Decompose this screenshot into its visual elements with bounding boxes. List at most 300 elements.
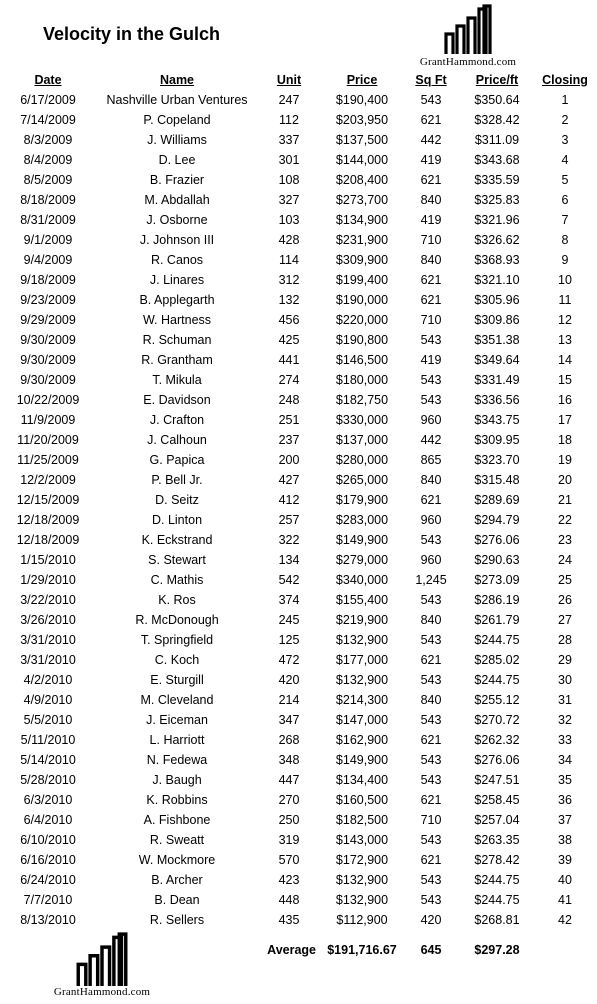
table-row bbox=[4, 410, 590, 430]
cell-sqft: 621 bbox=[420, 733, 442, 747]
cell-date: 7/14/2009 bbox=[20, 113, 76, 127]
cell-sqft: 710 bbox=[420, 233, 442, 247]
cell-sqft: 543 bbox=[420, 333, 442, 347]
table-row bbox=[4, 110, 590, 130]
cell-sqft: 710 bbox=[420, 813, 442, 827]
cell-unit: 247 bbox=[278, 93, 300, 107]
cell-date: 6/24/2010 bbox=[20, 873, 76, 887]
average-price: $191,716.67 bbox=[327, 943, 397, 957]
table-row bbox=[4, 170, 590, 190]
cell-date: 9/1/2009 bbox=[23, 233, 73, 247]
cell-price-per-ft: $285.02 bbox=[474, 653, 520, 667]
cell-date: 11/9/2009 bbox=[20, 413, 76, 427]
cell-price-per-ft: $268.81 bbox=[474, 913, 520, 927]
cell-unit: 214 bbox=[278, 693, 300, 707]
cell-closing: 3 bbox=[561, 133, 569, 147]
cell-name: M. Cleveland bbox=[140, 693, 214, 707]
cell-unit: 448 bbox=[278, 893, 300, 907]
cell-price-per-ft: $328.42 bbox=[474, 113, 520, 127]
cell-price-per-ft: $278.42 bbox=[474, 853, 520, 867]
cell-price: $190,400 bbox=[335, 93, 389, 107]
header-date: Date bbox=[34, 73, 62, 87]
cell-date: 7/7/2010 bbox=[23, 893, 73, 907]
table-row bbox=[4, 870, 590, 890]
cell-date: 3/31/2010 bbox=[20, 653, 76, 667]
cell-price: $182,750 bbox=[335, 393, 389, 407]
cell-price-per-ft: $331.49 bbox=[474, 373, 520, 387]
cell-date: 9/29/2009 bbox=[20, 313, 76, 327]
cell-sqft: 840 bbox=[420, 253, 442, 267]
cell-sqft: 960 bbox=[420, 553, 442, 567]
cell-name: C. Mathis bbox=[150, 573, 204, 587]
cell-unit: 248 bbox=[278, 393, 300, 407]
cell-unit: 441 bbox=[278, 353, 300, 367]
cell-unit: 423 bbox=[278, 873, 300, 887]
cell-closing: 8 bbox=[561, 233, 569, 247]
cell-closing: 9 bbox=[561, 253, 569, 267]
cell-unit: 428 bbox=[278, 233, 300, 247]
cell-price: $132,900 bbox=[335, 633, 389, 647]
cell-price-per-ft: $343.75 bbox=[474, 413, 520, 427]
cell-closing: 36 bbox=[558, 793, 572, 807]
cell-price-per-ft: $244.75 bbox=[474, 893, 520, 907]
cell-unit: 245 bbox=[278, 613, 300, 627]
cell-price: $219,900 bbox=[335, 613, 389, 627]
cell-price: $179,900 bbox=[335, 493, 389, 507]
cell-price-per-ft: $289.69 bbox=[474, 493, 520, 507]
cell-closing: 11 bbox=[558, 293, 572, 307]
table-row bbox=[4, 90, 590, 110]
cell-name: W. Hartness bbox=[142, 313, 212, 327]
table-row bbox=[4, 310, 590, 330]
table-row bbox=[4, 550, 590, 570]
cell-sqft: 840 bbox=[420, 193, 442, 207]
cell-sqft: 543 bbox=[420, 533, 442, 547]
cell-sqft: 621 bbox=[420, 793, 442, 807]
cell-date: 9/4/2009 bbox=[23, 253, 73, 267]
cell-date: 12/18/2009 bbox=[16, 513, 80, 527]
cell-date: 8/4/2009 bbox=[23, 153, 73, 167]
cell-name: R. Canos bbox=[150, 253, 204, 267]
cell-date: 5/5/2010 bbox=[23, 713, 73, 727]
cell-sqft: 420 bbox=[420, 913, 442, 927]
cell-unit: 447 bbox=[278, 773, 300, 787]
cell-price-per-ft: $305.96 bbox=[474, 293, 520, 307]
brand-name: GrantHammond.com bbox=[419, 56, 517, 68]
cell-price-per-ft: $343.68 bbox=[474, 153, 520, 167]
table-row bbox=[4, 210, 590, 230]
cell-date: 11/25/2009 bbox=[17, 453, 79, 467]
table-row bbox=[4, 630, 590, 650]
cell-price: $132,900 bbox=[335, 893, 389, 907]
table-row bbox=[4, 430, 590, 450]
cell-price: $265,000 bbox=[335, 473, 389, 487]
brand-logo-footer bbox=[32, 932, 172, 1002]
cell-price-per-ft: $270.72 bbox=[474, 713, 520, 727]
cell-name: B. Dean bbox=[154, 893, 200, 907]
cell-unit: 270 bbox=[278, 793, 300, 807]
cell-closing: 1 bbox=[561, 93, 569, 107]
cell-unit: 103 bbox=[278, 213, 300, 227]
table-row bbox=[4, 370, 590, 390]
cell-date: 5/11/2010 bbox=[20, 733, 76, 747]
cell-date: 8/3/2009 bbox=[23, 133, 73, 147]
cell-price-per-ft: $257.04 bbox=[474, 813, 520, 827]
cell-unit: 319 bbox=[278, 833, 300, 847]
cell-closing: 10 bbox=[558, 273, 572, 287]
cell-price-per-ft: $309.95 bbox=[474, 433, 520, 447]
cell-closing: 16 bbox=[558, 393, 572, 407]
cell-date: 4/9/2010 bbox=[23, 693, 73, 707]
table-row bbox=[4, 470, 590, 490]
average-price-per-ft: $297.28 bbox=[474, 943, 520, 957]
average-sqft: 645 bbox=[420, 943, 442, 957]
cell-price: $190,800 bbox=[335, 333, 389, 347]
cell-price: $172,900 bbox=[335, 853, 389, 867]
cell-closing: 41 bbox=[558, 893, 572, 907]
cell-unit: 425 bbox=[278, 333, 300, 347]
cell-price: $340,000 bbox=[335, 573, 389, 587]
cell-closing: 39 bbox=[558, 853, 572, 867]
cell-name: W. Mockmore bbox=[138, 853, 216, 867]
cell-date: 4/2/2010 bbox=[23, 673, 73, 687]
cell-name: R. Sweatt bbox=[149, 833, 205, 847]
cell-price: $147,000 bbox=[335, 713, 389, 727]
cell-price: $182,500 bbox=[335, 813, 389, 827]
cell-price-per-ft: $336.56 bbox=[474, 393, 520, 407]
cell-name: G. Papica bbox=[149, 453, 205, 467]
table-row bbox=[4, 290, 590, 310]
brand-logo bbox=[398, 4, 538, 68]
cell-closing: 18 bbox=[558, 433, 572, 447]
cell-unit: 427 bbox=[278, 473, 300, 487]
cell-price: $279,000 bbox=[335, 553, 389, 567]
table-row bbox=[4, 890, 590, 910]
cell-sqft: 960 bbox=[420, 513, 442, 527]
cell-name: C. Koch bbox=[154, 653, 200, 667]
cell-closing: 38 bbox=[558, 833, 572, 847]
brand-name-footer: GrantHammond.com bbox=[53, 986, 151, 998]
cell-sqft: 442 bbox=[420, 433, 442, 447]
cell-price-per-ft: $321.10 bbox=[474, 273, 520, 287]
cell-name: B. Archer bbox=[151, 873, 203, 887]
cell-date: 6/3/2010 bbox=[23, 793, 73, 807]
cell-name: J. Baugh bbox=[152, 773, 202, 787]
cell-sqft: 543 bbox=[420, 633, 442, 647]
cell-sqft: 442 bbox=[420, 133, 442, 147]
cell-name: A. Fishbone bbox=[143, 813, 211, 827]
cell-price: $190,000 bbox=[335, 293, 389, 307]
table-row bbox=[4, 190, 590, 210]
table-row bbox=[4, 610, 590, 630]
cell-sqft: 621 bbox=[420, 293, 442, 307]
cell-unit: 412 bbox=[278, 493, 300, 507]
cell-price: $137,500 bbox=[335, 133, 389, 147]
cell-price-per-ft: $323.70 bbox=[474, 453, 520, 467]
cell-unit: 472 bbox=[278, 653, 300, 667]
cell-closing: 7 bbox=[561, 213, 569, 227]
table-row bbox=[4, 730, 590, 750]
cell-unit: 327 bbox=[278, 193, 300, 207]
table-row bbox=[4, 810, 590, 830]
cell-closing: 17 bbox=[558, 413, 572, 427]
cell-date: 1/15/2010 bbox=[20, 553, 76, 567]
cell-sqft: 543 bbox=[420, 773, 442, 787]
cell-closing: 26 bbox=[558, 593, 572, 607]
cell-date: 10/22/2009 bbox=[16, 393, 80, 407]
cell-price-per-ft: $294.79 bbox=[474, 513, 520, 527]
cell-name: K. Ros bbox=[158, 593, 196, 607]
header-closing: Closing bbox=[542, 73, 588, 87]
cell-closing: 27 bbox=[558, 613, 572, 627]
cell-date: 8/18/2009 bbox=[20, 193, 76, 207]
cell-unit: 251 bbox=[278, 413, 300, 427]
cell-sqft: 840 bbox=[420, 613, 442, 627]
cell-price-per-ft: $244.75 bbox=[474, 633, 520, 647]
cell-date: 8/5/2009 bbox=[23, 173, 73, 187]
cell-price: $208,400 bbox=[335, 173, 389, 187]
cell-price: $112,900 bbox=[336, 913, 388, 927]
cell-sqft: 710 bbox=[420, 313, 442, 327]
cell-closing: 6 bbox=[561, 193, 569, 207]
table-row bbox=[4, 590, 590, 610]
cell-closing: 14 bbox=[558, 353, 572, 367]
table-row bbox=[4, 510, 590, 530]
cell-price-per-ft: $247.51 bbox=[474, 773, 520, 787]
cell-name: M. Abdallah bbox=[144, 193, 210, 207]
cell-date: 12/18/2009 bbox=[16, 533, 80, 547]
cell-sqft: 543 bbox=[420, 753, 442, 767]
cell-unit: 570 bbox=[278, 853, 300, 867]
cell-price-per-ft: $273.09 bbox=[474, 573, 520, 587]
cell-closing: 25 bbox=[558, 573, 572, 587]
table-row bbox=[4, 130, 590, 150]
cell-price-per-ft: $315.48 bbox=[474, 473, 520, 487]
cell-price: $203,950 bbox=[335, 113, 389, 127]
building-logo-icon bbox=[444, 4, 492, 54]
cell-closing: 32 bbox=[558, 713, 572, 727]
cell-sqft: 621 bbox=[420, 493, 442, 507]
cell-date: 6/17/2009 bbox=[20, 93, 76, 107]
cell-name: T. Springfield bbox=[140, 633, 214, 647]
cell-sqft: 621 bbox=[420, 653, 442, 667]
cell-price: $134,900 bbox=[335, 213, 389, 227]
cell-price-per-ft: $309.86 bbox=[474, 313, 520, 327]
cell-date: 8/13/2010 bbox=[20, 913, 76, 927]
cell-unit: 108 bbox=[278, 173, 300, 187]
cell-unit: 134 bbox=[278, 553, 300, 567]
cell-price: $231,900 bbox=[335, 233, 389, 247]
table-row bbox=[4, 850, 590, 870]
cell-price-per-ft: $326.62 bbox=[474, 233, 520, 247]
cell-closing: 19 bbox=[558, 453, 572, 467]
cell-price: $143,000 bbox=[335, 833, 389, 847]
cell-closing: 24 bbox=[558, 553, 572, 567]
cell-date: 9/30/2009 bbox=[20, 353, 76, 367]
cell-sqft: 865 bbox=[420, 453, 442, 467]
cell-date: 3/22/2010 bbox=[20, 593, 76, 607]
cell-price-per-ft: $262.32 bbox=[474, 733, 520, 747]
cell-price-per-ft: $349.64 bbox=[474, 353, 520, 367]
table-row bbox=[4, 830, 590, 850]
cell-closing: 40 bbox=[558, 873, 572, 887]
cell-unit: 200 bbox=[278, 453, 300, 467]
cell-unit: 274 bbox=[278, 373, 300, 387]
cell-name: B. Applegarth bbox=[139, 293, 215, 307]
cell-sqft: 621 bbox=[420, 273, 442, 287]
cell-name: S. Stewart bbox=[148, 553, 206, 567]
cell-price-per-ft: $263.35 bbox=[474, 833, 520, 847]
cell-price: $177,000 bbox=[335, 653, 389, 667]
cell-name: K. Eckstrand bbox=[141, 533, 213, 547]
cell-price-per-ft: $350.64 bbox=[474, 93, 520, 107]
cell-sqft: 960 bbox=[420, 413, 442, 427]
cell-name: D. Seitz bbox=[155, 493, 199, 507]
cell-price: $132,900 bbox=[335, 873, 389, 887]
cell-sqft: 543 bbox=[420, 93, 442, 107]
cell-price: $273,700 bbox=[335, 193, 389, 207]
cell-unit: 347 bbox=[278, 713, 300, 727]
cell-price: $137,000 bbox=[335, 433, 389, 447]
cell-closing: 29 bbox=[558, 653, 572, 667]
cell-closing: 2 bbox=[561, 113, 569, 127]
header-sqft: Sq Ft bbox=[415, 73, 447, 87]
cell-price: $149,900 bbox=[335, 533, 389, 547]
cell-sqft: 543 bbox=[420, 673, 442, 687]
cell-closing: 23 bbox=[558, 533, 572, 547]
table-row bbox=[4, 150, 590, 170]
cell-price-per-ft: $335.59 bbox=[474, 173, 520, 187]
cell-price-per-ft: $286.19 bbox=[474, 593, 520, 607]
cell-name: J. Calhoun bbox=[147, 433, 207, 447]
cell-unit: 348 bbox=[278, 753, 300, 767]
header-price-per-ft: Price/ft bbox=[475, 73, 519, 87]
table-row bbox=[4, 570, 590, 590]
cell-name: P. Copeland bbox=[143, 113, 211, 127]
page-title: Velocity in the Gulch bbox=[43, 24, 221, 44]
cell-date: 9/23/2009 bbox=[20, 293, 76, 307]
cell-price: $134,400 bbox=[335, 773, 389, 787]
cell-price: $220,000 bbox=[335, 313, 389, 327]
cell-unit: 114 bbox=[279, 253, 299, 267]
cell-sqft: 543 bbox=[420, 373, 442, 387]
cell-unit: 250 bbox=[278, 813, 300, 827]
cell-closing: 5 bbox=[561, 173, 569, 187]
cell-name: R. McDonough bbox=[135, 613, 219, 627]
cell-price-per-ft: $290.63 bbox=[474, 553, 520, 567]
cell-unit: 374 bbox=[278, 593, 300, 607]
cell-price: $144,000 bbox=[335, 153, 389, 167]
cell-sqft: 543 bbox=[420, 593, 442, 607]
table-row bbox=[4, 750, 590, 770]
cell-unit: 268 bbox=[278, 733, 300, 747]
cell-price-per-ft: $244.75 bbox=[474, 873, 520, 887]
sales-table bbox=[4, 70, 590, 970]
cell-sqft: 840 bbox=[420, 473, 442, 487]
cell-closing: 28 bbox=[558, 633, 572, 647]
cell-closing: 35 bbox=[558, 773, 572, 787]
table-header-row bbox=[4, 70, 590, 90]
table-row bbox=[4, 710, 590, 730]
cell-price: $330,000 bbox=[335, 413, 389, 427]
cell-closing: 22 bbox=[558, 513, 572, 527]
cell-name: R. Schuman bbox=[142, 333, 212, 347]
cell-price: $146,500 bbox=[335, 353, 389, 367]
cell-closing: 31 bbox=[558, 693, 572, 707]
cell-closing: 33 bbox=[558, 733, 572, 747]
cell-sqft: 840 bbox=[420, 693, 442, 707]
header-unit: Unit bbox=[276, 73, 302, 87]
cell-unit: 312 bbox=[278, 273, 300, 287]
cell-closing: 42 bbox=[558, 913, 572, 927]
table-row bbox=[4, 350, 590, 370]
table-row bbox=[4, 250, 590, 270]
cell-name: N. Fedewa bbox=[146, 753, 208, 767]
cell-name: J. Johnson III bbox=[139, 233, 215, 247]
table-row bbox=[4, 650, 590, 670]
cell-date: 11/20/2009 bbox=[17, 433, 79, 447]
header-price: Price bbox=[346, 73, 378, 87]
cell-name: R. Sellers bbox=[149, 913, 205, 927]
cell-price: $283,000 bbox=[335, 513, 389, 527]
cell-name: B. Frazier bbox=[149, 173, 205, 187]
cell-unit: 420 bbox=[278, 673, 300, 687]
cell-price: $160,500 bbox=[335, 793, 389, 807]
cell-date: 9/30/2009 bbox=[20, 333, 76, 347]
header-name: Name bbox=[159, 73, 195, 87]
table-row bbox=[4, 530, 590, 550]
cell-date: 6/16/2010 bbox=[20, 853, 76, 867]
table-row bbox=[4, 490, 590, 510]
cell-sqft: 543 bbox=[420, 833, 442, 847]
cell-name: Nashville Urban Ventures bbox=[106, 93, 248, 107]
cell-name: L. Harriott bbox=[149, 733, 205, 747]
cell-date: 5/28/2010 bbox=[20, 773, 76, 787]
cell-price-per-ft: $258.45 bbox=[474, 793, 520, 807]
cell-unit: 257 bbox=[278, 513, 300, 527]
table-row bbox=[4, 770, 590, 790]
cell-unit: 456 bbox=[278, 313, 300, 327]
cell-date: 1/29/2010 bbox=[20, 573, 76, 587]
table-row bbox=[4, 670, 590, 690]
cell-sqft: 419 bbox=[420, 353, 442, 367]
cell-name: T. Mikula bbox=[152, 373, 202, 387]
cell-price: $309,900 bbox=[335, 253, 389, 267]
cell-price: $199,400 bbox=[335, 273, 389, 287]
cell-price-per-ft: $244.75 bbox=[474, 673, 520, 687]
cell-closing: 15 bbox=[558, 373, 572, 387]
cell-name: D. Lee bbox=[158, 153, 196, 167]
table-row bbox=[4, 690, 590, 710]
cell-price: $180,000 bbox=[335, 373, 389, 387]
cell-date: 3/26/2010 bbox=[20, 613, 76, 627]
cell-sqft: 1,245 bbox=[415, 573, 447, 587]
cell-closing: 20 bbox=[558, 473, 572, 487]
cell-price-per-ft: $321.96 bbox=[474, 213, 520, 227]
cell-date: 9/18/2009 bbox=[20, 273, 76, 287]
cell-unit: 337 bbox=[278, 133, 300, 147]
cell-closing: 37 bbox=[558, 813, 572, 827]
cell-sqft: 621 bbox=[420, 113, 442, 127]
cell-price: $280,000 bbox=[335, 453, 389, 467]
cell-closing: 21 bbox=[558, 493, 572, 507]
cell-name: K. Robbins bbox=[146, 793, 208, 807]
table-row bbox=[4, 390, 590, 410]
cell-name: E. Davidson bbox=[143, 393, 211, 407]
cell-name: E. Sturgill bbox=[150, 673, 204, 687]
cell-sqft: 543 bbox=[420, 393, 442, 407]
cell-date: 12/15/2009 bbox=[16, 493, 80, 507]
